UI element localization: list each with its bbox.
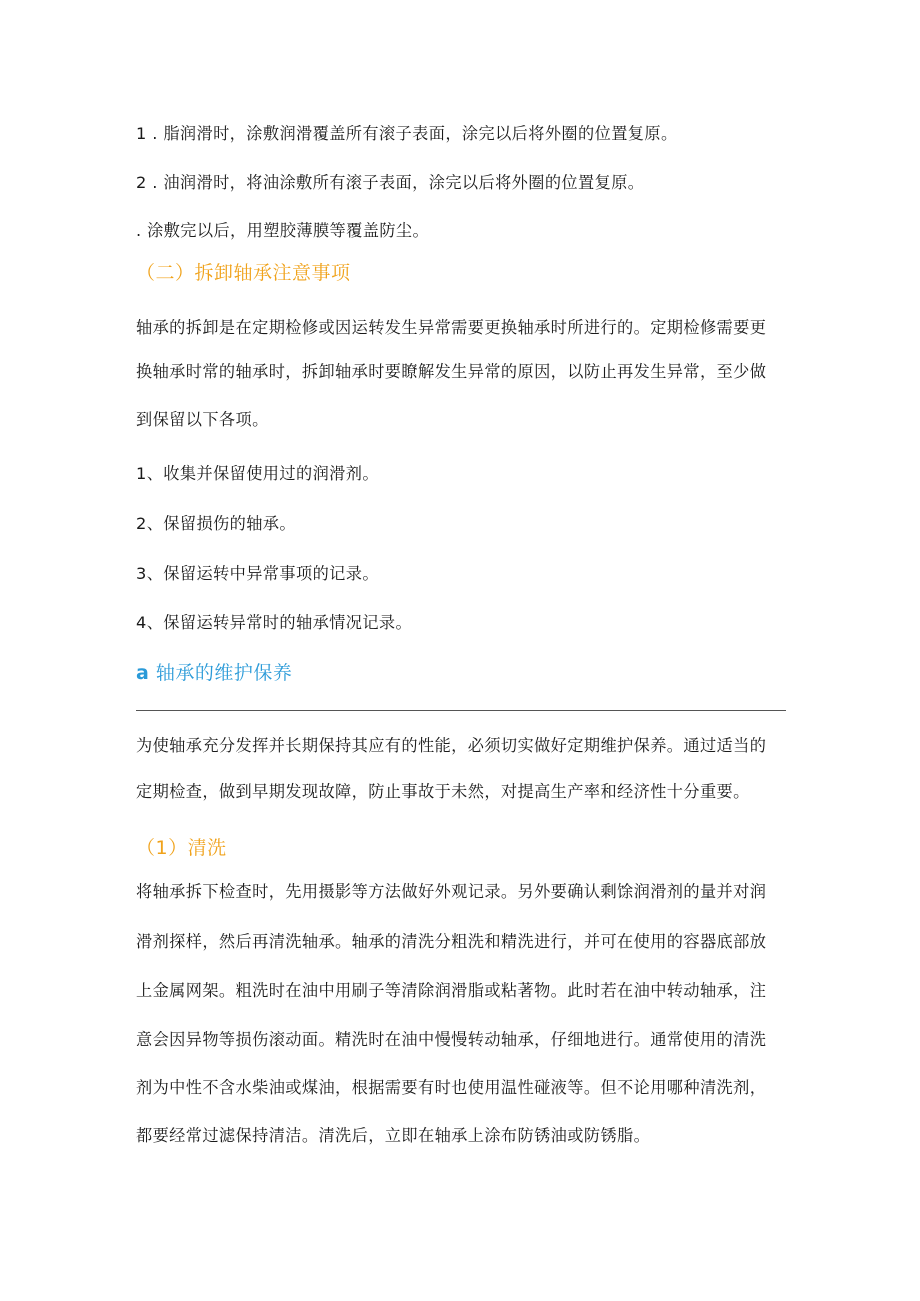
paragraph-line: 都要经常过滤保持清洁。清洗后，立即在轴承上涂布防锈油或防锈脂。: [136, 1126, 651, 1145]
list-item: 1 . 脂润滑时，涂敷润滑覆盖所有滚子表面，涂完以后将外圈的位置复原。: [136, 124, 678, 143]
section-heading-maintenance: [136, 663, 292, 683]
section-heading-cleaning: （1）清洗: [136, 837, 227, 859]
paragraph-line: 到保留以下各项。: [136, 410, 269, 429]
list-item: . 涂敷完以后，用塑胶薄膜等覆盖防尘。: [136, 221, 430, 240]
list-item: 1、收集并保留使用过的润滑剂。: [136, 464, 379, 483]
paragraph-line: 轴承的拆卸是在定期检修或因运转发生异常需要更换轴承时所进行的。定期检修需要更: [136, 318, 767, 337]
paragraph-line: 将轴承拆下检查时，先用摄影等方法做好外观记录。另外要确认剩馀润滑剂的量并对润: [136, 882, 767, 901]
list-item: 2、保留损伤的轴承。: [136, 514, 296, 533]
section-divider: [136, 710, 786, 711]
list-item: 3、保留运转中异常事项的记录。: [136, 564, 379, 583]
paragraph-line: 滑剂探样，然后再清洗轴承。轴承的清洗分粗洗和精洗进行，并可在使用的容器底部放: [136, 932, 767, 951]
heading-prefix: a: [136, 662, 150, 684]
list-item: 4、保留运转异常时的轴承情况记录。: [136, 613, 413, 632]
paragraph-line: 为使轴承充分发挥并长期保持其应有的性能，必须切实做好定期维护保养。通过适当的: [136, 736, 767, 755]
section-heading-disassembly: （二）拆卸轴承注意事项: [136, 262, 351, 284]
paragraph-line: 换轴承时常的轴承时，拆卸轴承时要瞭解发生异常的原因，以防止再发生异常，至少做: [136, 362, 767, 381]
paragraph-line: 意会因异物等损伤滚动面。精洗时在油中慢慢转动轴承，仔细地进行。通常使用的清洗: [136, 1030, 767, 1049]
paragraph-line: 剂为中性不含水柴油或煤油，根据需要有时也使用温性碰液等。但不论用哪种清洗剂，: [136, 1078, 767, 1097]
paragraph-line: 定期检查，做到早期发现故障，防止事故于未然，对提高生产率和经济性十分重要。: [136, 782, 750, 801]
paragraph-line: 上金属网架。粗洗时在油中用刷子等清除润滑脂或粘著物。此时若在油中转动轴承，注: [136, 981, 767, 1000]
heading-text: 轴承的维护保养: [149, 662, 293, 684]
list-item: 2 . 油润滑时，将油涂敷所有滚子表面，涂完以后将外圈的位置复原。: [136, 173, 645, 192]
